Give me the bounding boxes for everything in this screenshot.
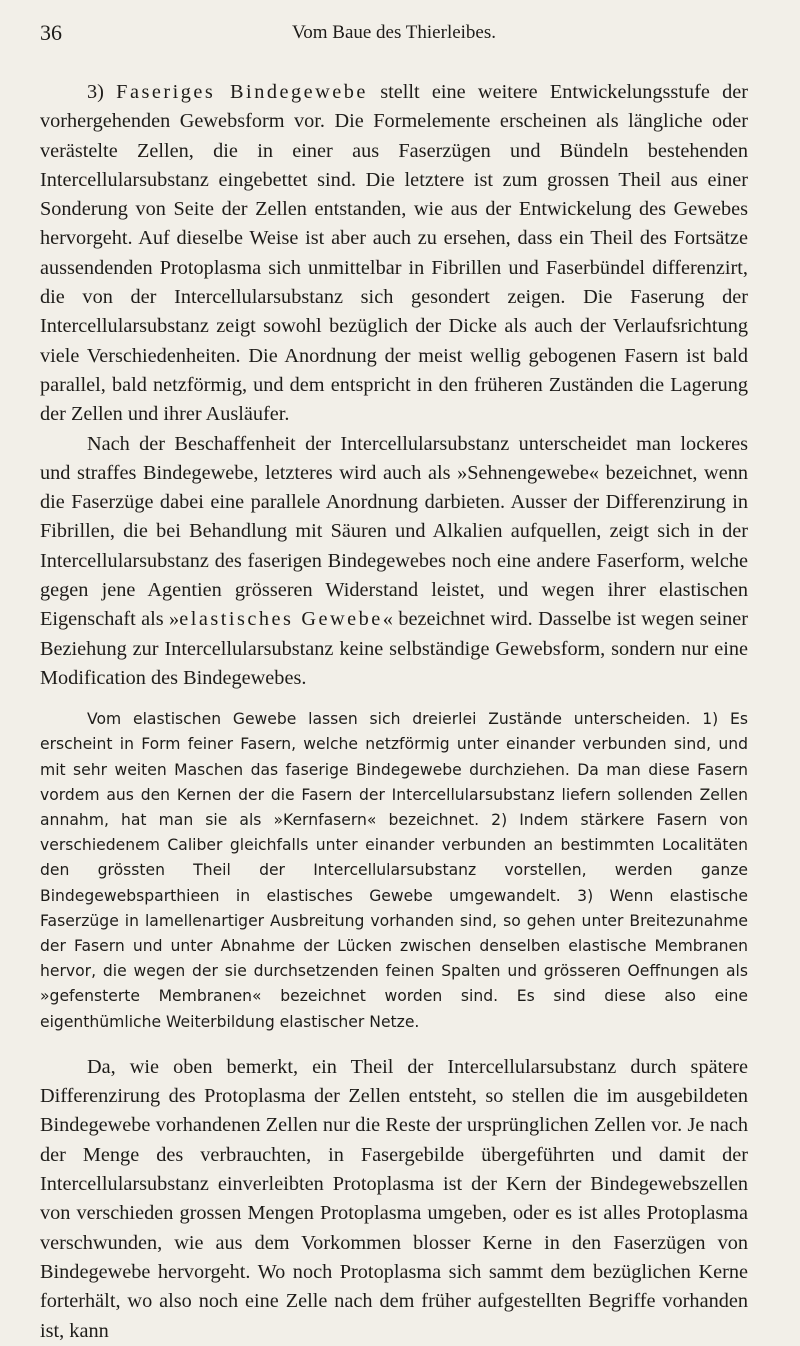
paragraph-text: stellt eine weitere Entwickelungsstufe der vorhergehenden Gewebsform vor. Die Formelemente erscheinen als längliche oder verästelte Zellen, die in einer aus Faserzügen und Bündeln bestehenden Intercellularsubstanz eingebettet sind. Die letztere ist zum grossen Theil aus einer Sonderung von Seite der Zellen entstanden, wie aus der Entwickelung des Gewebes hervorgeht. Auf dieselbe Weise ist aber auch zu ersehen, dass ein Theil des Fortsätze aussendenden Protoplasma sich unmittelbar in Fibrillen und Faserbündel differenzirt, die von der Intercellularsubstanz sich gesondert zeigen. Die Faserung der Intercellularsubstanz zeigt sowohl bezüglich der Dicke als auch der Verlaufsrichtung viele Verschiedenheiten. Die Anordnung der meist wellig gebogenen Fasern ist bald parallel, bald netzförmig, und dem entspricht in den früheren Zuständen die Lagerung der Zellen und ihrer Ausläufer. [40,81,748,426]
section-number: 3) [87,81,104,103]
paragraph-intercellularsubstanz [40,430,748,694]
main-text-block-1 [40,78,748,693]
paragraph-text: Nach der Beschaffenheit der Intercellularsubstanz unterscheidet man lockeres und straffes Bindegewebe, letzteres wird auch als »Sehnengewebe« bezeichnet, wenn die Faserzüge dabei eine parallele Anordnung darbieten. Ausser der Differenzirung in Fibrillen, die bei Behandlung mit Säuren und Alkalien aufquellen, zeigt sich in der Intercellularsubstanz des faserigen Bindegewebes noch eine andere Faserform, welche gegen jene Agentien grösseren Widerstand leistet, und wegen ihrer elastischen Eigenschaft als » [40,432,748,631]
term-elastisches-gewebe: elastisches Gewebe [179,608,383,631]
main-text-block-2 [40,1053,748,1346]
paragraph-protoplasma: Da, wie oben bemerkt, ein Theil der Intercellularsubstanz durch spätere Differenzirung des Protoplasma der Zellen entsteht, so stellen die im ausgebildeten Bindegewebe vorhandenen Zellen nur die Reste der ursprünglichen Zellen vor. Je nach der Menge des verbrauchten, in Fasergebilde übergeführten und damit der Intercellularsubstanz einverleibten Protoplasma ist der Kern der Bindegewebszellen von verschieden grossen Mengen Protoplasma umgeben, oder es ist alles Protoplasma verschwunden, wie aus dem Vorkommen blosser Kerne in den Faserzügen von Bindegewebe hervorgeht. Wo noch Protoplasma sich sammt dem bezüglichen Kerne forterhält, wo also noch eine Zelle nach dem früher aufgestellten Begriffe vorhanden ist, kann [40,1055,748,1342]
page-header [40,20,748,54]
paragraph-text: « bezeichnet wird. Dasselbe ist wegen seiner Beziehung zur Intercellularsubstanz keine selbständige Gewebsform, sondern nur eine Modification des Bindegewebes. [40,608,748,689]
note-elastisches-gewebe: Vom elastischen Gewebe lassen sich dreierlei Zustände unterscheiden. 1) Es erscheint in Form feiner Fasern, welche netzförmig unter einander verbunden sind, und mit sehr weiten Maschen das faserige Bindegewebe durchziehen. Da man diese Fasern vordem aus den Kernen der die Fasern der Intercellularsubstanz liefern sollenden Zellen annahm, hat man sie als »Kernfasern« bezeichnet. 2) Indem stärkere Fasern von verschiedenem Caliber gleichfalls unter einander verbunden an bestimmten Localitäten den grössten Theil der Intercellularsubstanz vorstellen, werden ganze Bindegewebsparthieen in elastisches Gewebe umgewandelt. 3) Wenn elastische Faserzüge in lamellenartiger Ausbreitung vorhanden sind, so gehen unter Breitezunahme der Fasern und unter Abnahme der Lücken zwischen denselben elastische Membranen hervor, die wegen der sie durchsetzenden feinen Spalten und grösseren Oeffnungen als »gefensterte Membranen« bezeichnet worden sind. Es sind diese also eine eigenthümliche Weiterbildung elastischer Netze. [40,710,748,1031]
page-number: 36 [40,20,62,45]
section-term: Faseriges Bindegewebe [116,81,368,103]
note-block [40,707,748,1035]
running-head: Vom Baue des Thierleibes. [291,22,497,43]
paragraph-faseriges-bindegewebe [40,78,748,430]
